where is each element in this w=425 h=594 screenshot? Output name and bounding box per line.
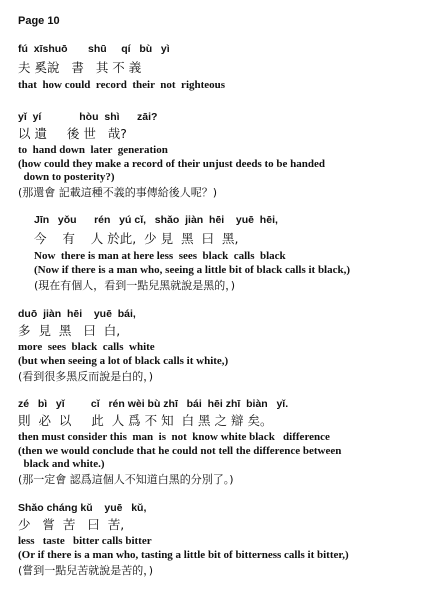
chinese-line: 以 遺 後 世 哉?: [18, 126, 127, 141]
chinese-gloss-line: (現在有個人，看到一點兒黑就說是黑的，): [34, 279, 236, 292]
pinyin-line: fú xīshuō shū qí bù yì: [18, 43, 170, 55]
chinese-line: 則 必 以 此 人 爲 不 知 白 黑 之 辯 矣。: [18, 413, 273, 428]
english-gloss-line: down to posterity?): [18, 171, 115, 183]
english-gloss-line: (but when seeing a lot of black calls it white,): [18, 355, 229, 367]
pinyin-line: Jīn yǒu rén yú cǐ, shǎo jiàn hēi yuē hēi,: [34, 214, 278, 226]
chinese-gloss-line: (看到很多黑反而說是白的，): [18, 370, 154, 383]
english-gloss-line: (Now if there is a man who, seeing a little bit of black calls it black,): [34, 264, 351, 276]
chinese-line: 少 嘗 苦 曰 苦,: [18, 517, 125, 532]
english-line: then must consider this man is not know white black difference: [18, 431, 330, 443]
english-line: Now there is man at here less sees black calls black: [34, 250, 286, 262]
chinese-line: 多 見 黑 曰 白,: [18, 323, 121, 338]
english-line: more sees black calls white: [18, 341, 155, 353]
pinyin-line: yǐ yí hòu shì zāi?: [18, 111, 158, 123]
chinese-gloss-line: (嘗到一點兒苦就說是苦的，): [18, 564, 154, 577]
chinese-gloss-line: (那一定會 認爲這個人不知道白黑的分別了。): [18, 473, 234, 486]
chinese-line: 夫 奚說 書 其 不 義: [18, 60, 142, 75]
pinyin-line: Shǎo cháng kǔ yuē kǔ,: [18, 502, 147, 514]
english-gloss-line: black and white.): [18, 458, 105, 470]
english-line: that how could record their not righteous: [18, 79, 226, 91]
pinyin-line: duō jiàn hēi yuē bái,: [18, 308, 136, 320]
chinese-gloss-line: (那還會 記載這種不義的事傳給後人呢？): [18, 186, 218, 199]
english-line: less taste bitter calls bitter: [18, 535, 152, 547]
page-number: Page 10: [18, 15, 60, 27]
english-gloss-line: (how could they make a record of their unjust deeds to be handed: [18, 158, 325, 170]
pinyin-line: zé bì yǐ cǐ rén wèi bù zhī bái hēi zhī biàn yǐ.: [18, 398, 289, 410]
english-gloss-line: (Or if there is a man who, tasting a little bit of bitterness calls it bitter,): [18, 549, 349, 561]
chinese-line: 今 有 人 於此, 少 見 黑 曰 黑,: [34, 231, 239, 246]
english-gloss-line: (then we would conclude that he could not tell the difference between: [18, 445, 342, 457]
english-line: to hand down later generation: [18, 144, 168, 156]
